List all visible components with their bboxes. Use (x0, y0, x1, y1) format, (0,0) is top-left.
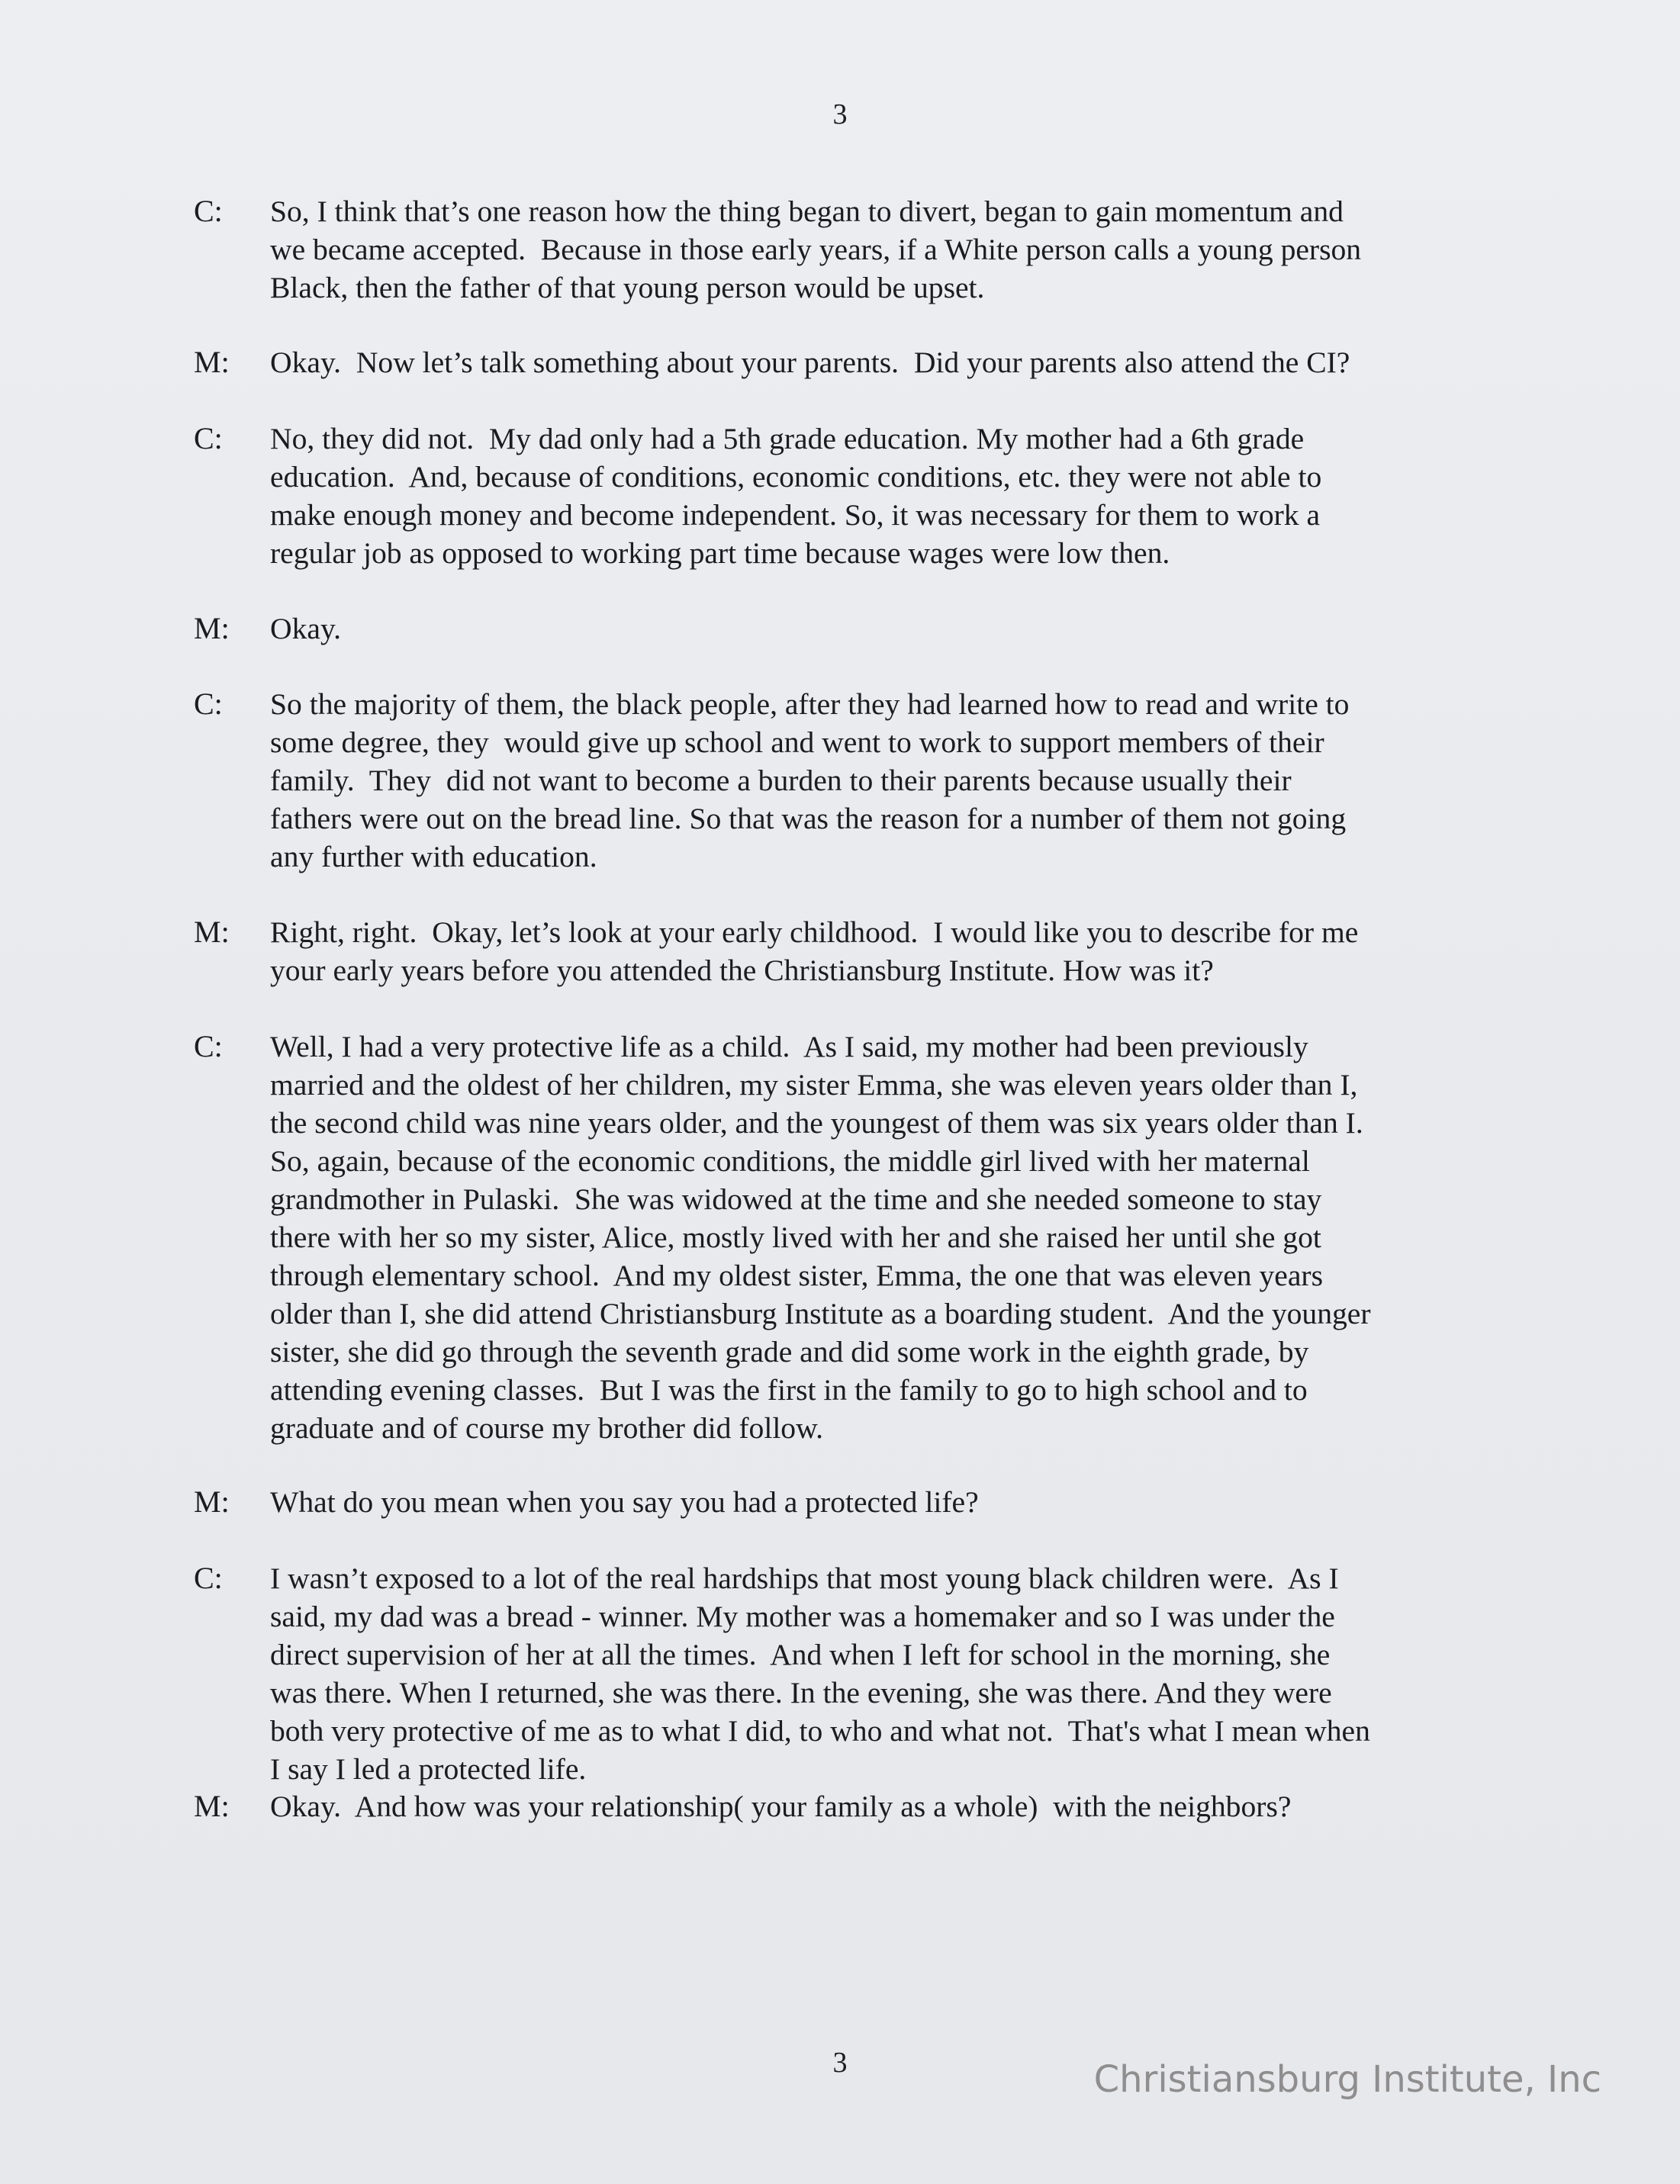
text-line: the second child was nine years older, and the youngest of them was six years older than I. (270, 1106, 1363, 1140)
utterance-text (270, 1787, 1506, 1825)
speaker-label: C: (194, 1561, 223, 1595)
text-line: through elementary school. And my oldest sister, Emma, the one that was eleven years (270, 1259, 1323, 1292)
text-line: attending evening classes. But I was the first in the family to go to high school and to (270, 1373, 1308, 1407)
utterance-text (270, 685, 1506, 876)
speaker-label: M: (194, 915, 230, 949)
text-line: So, again, because of the economic conditions, the middle girl lived with her maternal (270, 1144, 1310, 1178)
text-line: Black, then the father of that young person would be upset. (270, 271, 985, 304)
page-number-top: 3 (832, 98, 848, 130)
text-line: family. They did not want to become a burden to their parents because usually their (270, 764, 1292, 797)
text-line: direct supervision of her at all the times. And when I left for school in the morning, she (270, 1638, 1331, 1671)
text-line: So the majority of them, the black people, after they had learned how to read and write to (270, 687, 1350, 721)
page-number-bottom: 3 (832, 2047, 848, 2079)
speaker-label: C: (194, 687, 223, 721)
text-line: we became accepted. Because in those early years, if a White person calls a young person (270, 233, 1362, 266)
text-line: graduate and of course my brother did follow. (270, 1411, 824, 1445)
utterance-text (270, 610, 1506, 648)
utterance-text (270, 420, 1506, 572)
text-line: your early years before you attended the Christiansburg Institute. How was it? (270, 954, 1214, 987)
text-line: I wasn’t exposed to a lot of the real hardships that most young black children were. As I (270, 1562, 1339, 1595)
utterance-text (270, 1559, 1506, 1788)
utterance-text (270, 1483, 1506, 1521)
text-line: was there. When I returned, she was there. In the evening, she was there. And they were (270, 1676, 1332, 1710)
text-line: there with her so my sister, Alice, mostly lived with her and she raised her until she got (270, 1221, 1321, 1254)
text-line: Okay. Now let’s talk something about your parents. Did your parents also attend the CI? (270, 346, 1350, 379)
text-line: sister, she did go through the seventh grade and did some work in the eighth grade, by (270, 1335, 1309, 1369)
text-line: said, my dad was a bread - winner. My mother was a homemaker and so I was under the (270, 1600, 1335, 1633)
text-line: older than I, she did attend Christiansburg Institute as a boarding student. And the younger (270, 1297, 1371, 1330)
text-line: No, they did not. My dad only had a 5th grade education. My mother had a 6th grade (270, 422, 1305, 455)
text-line: education. And, because of conditions, economic conditions, etc. they were not able to (270, 460, 1322, 494)
text-line: Okay. And how was your relationship( your family as a whole) with the neighbors? (270, 1790, 1292, 1823)
text-line: make enough money and become independent. So, it was necessary for them to work a (270, 498, 1321, 532)
text-line: Right, right. Okay, let’s look at your early childhood. I would like you to describe for me (270, 915, 1359, 949)
speaker-label: M: (194, 1484, 230, 1519)
text-line: some degree, they would give up school and went to work to support members of their (270, 725, 1324, 759)
speaker-label: M: (194, 345, 230, 379)
utterance-text (270, 192, 1506, 307)
text-line: Okay. (270, 612, 342, 645)
utterance-text (270, 913, 1506, 989)
text-line: any further with education. (270, 840, 597, 873)
text-line: grandmother in Pulaski. She was widowed at the time and she needed someone to stay (270, 1182, 1322, 1216)
watermark-text: Christiansburg Institute, Inc (1093, 2058, 1601, 2101)
text-line: So, I think that’s one reason how the thing began to divert, began to gain momentum and (270, 195, 1344, 228)
speaker-label: C: (194, 1029, 223, 1063)
text-line: both very protective of me as to what I did, to who and what not. That's what I mean when (270, 1714, 1370, 1748)
speaker-label: M: (194, 611, 230, 645)
text-line: regular job as opposed to working part time because wages were low then. (270, 536, 1170, 570)
speaker-label: C: (194, 194, 223, 228)
text-line: fathers were out on the bread line. So that was the reason for a number of them not going (270, 802, 1347, 835)
text-line: married and the oldest of her children, my sister Emma, she was eleven years older than I, (270, 1068, 1358, 1102)
text-line: Well, I had a very protective life as a child. As I said, my mother had been previously (270, 1030, 1308, 1063)
utterance-text (270, 343, 1506, 381)
speaker-label: M: (194, 1789, 230, 1823)
text-line: I say I led a protected life. (270, 1752, 587, 1786)
speaker-label: C: (194, 421, 223, 455)
utterance-text (270, 1028, 1506, 1447)
text-line: What do you mean when you say you had a protected life? (270, 1485, 979, 1519)
